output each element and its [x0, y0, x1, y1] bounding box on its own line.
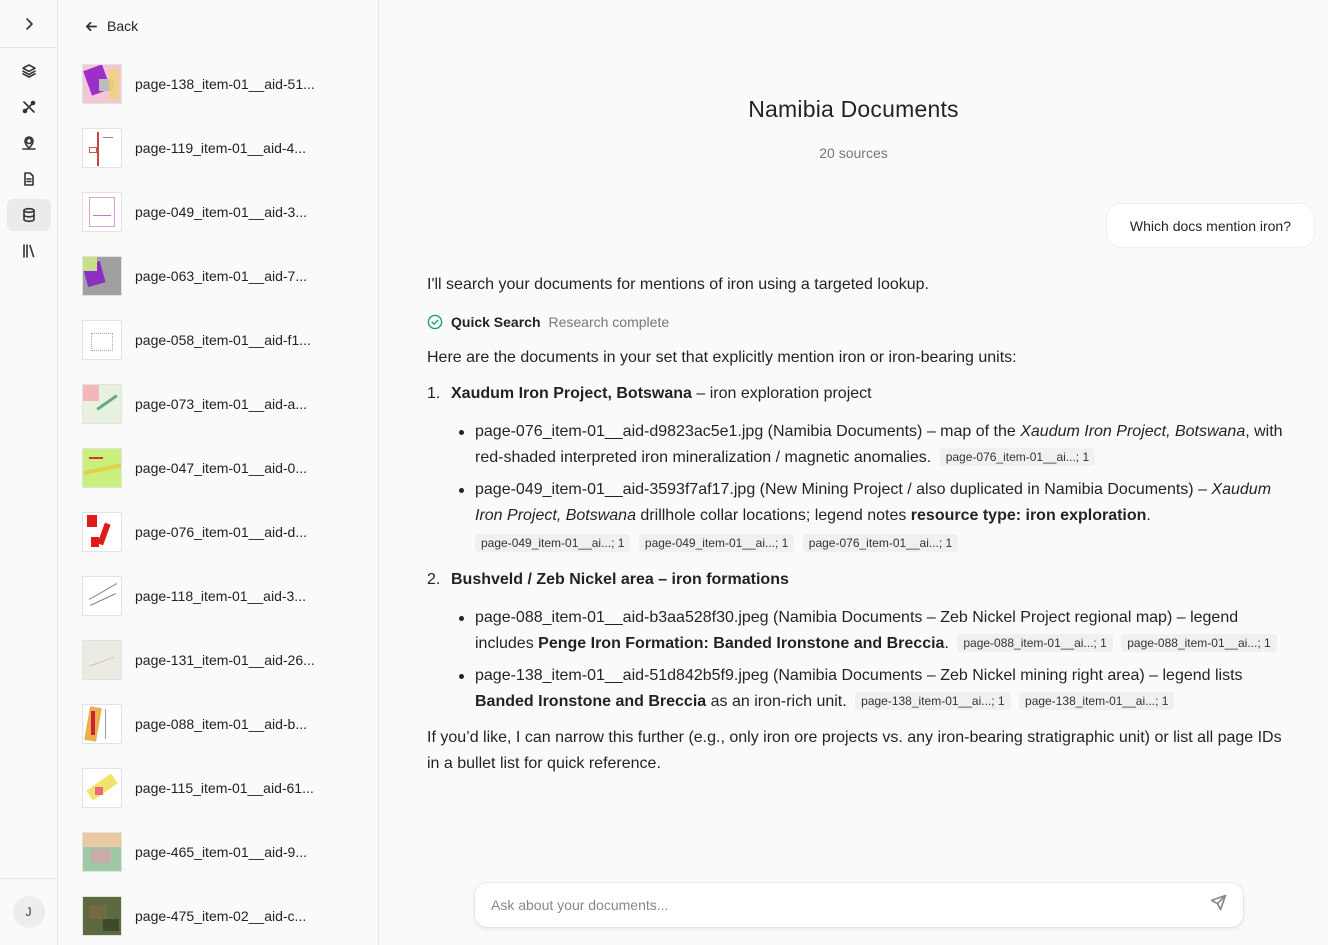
- result-text: .: [1146, 507, 1151, 524]
- group-number: 2.: [427, 571, 441, 588]
- document-name: page-465_item-01__aid-9...: [135, 844, 308, 860]
- document-name: page-088_item-01__aid-b...: [135, 716, 308, 732]
- result-strong: resource type: iron exploration: [910, 507, 1147, 524]
- document-name: page-475_item-02__aid-c...: [135, 908, 307, 924]
- result-emphasis: Xaudum Iron Project, Botswana: [475, 481, 1272, 524]
- result-group: [427, 567, 1295, 715]
- citation-chip[interactable]: page-088_item-01__ai...; 1: [1121, 634, 1276, 652]
- document-name: page-118_item-01__aid-3...: [135, 588, 306, 604]
- group-heading-rest: – iron exploration project: [691, 385, 872, 402]
- tool-status-text: Research complete: [548, 314, 670, 330]
- result-emphasis: Xaudum Iron Project, Botswana: [1020, 423, 1246, 440]
- layers-icon: [21, 63, 37, 79]
- chat-area: [379, 0, 1328, 945]
- citation-chip[interactable]: page-049_item-01__ai...; 1: [475, 534, 630, 552]
- user-message: Which docs mention iron?: [1107, 204, 1314, 247]
- document-list-item[interactable]: [82, 820, 378, 884]
- arrow-left-icon: [84, 19, 99, 34]
- citation-chip[interactable]: page-088_item-01__ai...; 1: [957, 634, 1112, 652]
- document-list-item[interactable]: [82, 308, 378, 372]
- document-name: page-049_item-01__aid-3...: [135, 204, 308, 220]
- document-name: page-047_item-01__aid-0...: [135, 460, 308, 476]
- nav-layers-button[interactable]: [7, 55, 51, 87]
- document-thumbnail: [82, 64, 122, 104]
- back-button[interactable]: [84, 14, 138, 38]
- result-text: as an iron-rich unit.: [706, 693, 847, 710]
- document-thumbnail: [82, 704, 122, 744]
- document-thumbnail: [82, 256, 122, 296]
- answer-closing: If you’d like, I can narrow this further (e.g., only iron ore projects vs. any iron-bearing stratigraphic unit) or list all page IDs in a bullet list for quick reference.: [427, 729, 1282, 772]
- library-icon: [21, 243, 37, 259]
- check-circle-icon: [427, 314, 443, 330]
- result-text: .: [944, 635, 949, 652]
- nav-library-button[interactable]: [7, 235, 51, 267]
- citation-chip[interactable]: page-076_item-01__ai...; 1: [803, 534, 958, 552]
- source-count: 20 sources: [819, 145, 888, 161]
- group-heading-title: Xaudum Iron Project, Botswana: [451, 385, 692, 402]
- result-text: , with red-shaded interpreted iron mineralization / magnetic anomalies.: [475, 423, 1283, 466]
- result-group: [427, 381, 1295, 557]
- citation-chip[interactable]: page-076_item-01__ai...; 1: [940, 448, 1095, 466]
- nav-map-button[interactable]: [7, 127, 51, 159]
- result-strong: Penge Iron Formation: Banded Ironstone and Breccia: [538, 635, 945, 652]
- send-icon: [1210, 894, 1227, 911]
- result-item: [451, 419, 1295, 471]
- tool-status[interactable]: [427, 311, 1295, 333]
- document-list-item[interactable]: [82, 628, 378, 692]
- result-text: page-076_item-01__aid-d9823ac5e1.jpg (Namibia Documents) – map of the: [475, 423, 1021, 440]
- document-thumbnail: [82, 832, 122, 872]
- document-thumbnail: [82, 448, 122, 488]
- document-thumbnail: [82, 320, 122, 360]
- document-thumbnail: [82, 576, 122, 616]
- chat-input[interactable]: [491, 897, 1210, 913]
- document-list-item[interactable]: [82, 756, 378, 820]
- document-thumbnail: [82, 768, 122, 808]
- document-list-item[interactable]: [82, 180, 378, 244]
- nav-rail: [0, 0, 58, 945]
- result-item: [451, 663, 1295, 715]
- document-name: page-063_item-01__aid-7...: [135, 268, 308, 284]
- group-heading-title: Bushveld / Zeb Nickel area – iron formations: [451, 571, 789, 588]
- document-list: [82, 52, 378, 945]
- document-thumbnail: [82, 512, 122, 552]
- document-icon: [21, 171, 37, 187]
- back-label: Back: [107, 18, 139, 34]
- document-list-item[interactable]: [82, 372, 378, 436]
- result-text: page-138_item-01__aid-51d842b5f9.jpeg (Namibia Documents – Zeb Nickel mining right area) – legend lists: [475, 667, 1243, 684]
- nav-tools-button[interactable]: [7, 91, 51, 123]
- result-item: [451, 605, 1295, 657]
- document-name: page-073_item-01__aid-a...: [135, 396, 308, 412]
- citation-row: [475, 531, 1295, 557]
- tools-icon: [21, 99, 37, 115]
- document-thumbnail: [82, 384, 122, 424]
- result-item: [451, 477, 1295, 557]
- nav-documents-button[interactable]: [7, 163, 51, 195]
- document-list-item[interactable]: [82, 244, 378, 308]
- document-name: page-076_item-01__aid-d...: [135, 524, 308, 540]
- documents-panel: [58, 0, 379, 945]
- result-text: drillhole collar locations; legend notes: [635, 507, 911, 524]
- tool-name: Quick Search: [451, 314, 541, 330]
- group-heading: [451, 381, 1295, 407]
- user-avatar[interactable]: J: [13, 896, 45, 928]
- send-button[interactable]: [1210, 894, 1227, 916]
- collection-title: Namibia Documents: [748, 96, 959, 122]
- document-list-item[interactable]: [82, 436, 378, 500]
- citation-chip[interactable]: page-138_item-01__ai...; 1: [855, 692, 1010, 710]
- document-list-item[interactable]: [82, 116, 378, 180]
- answer-lead: Here are the documents in your set that explicitly mention iron or iron-bearing units:: [427, 349, 1017, 366]
- document-list-item[interactable]: [82, 500, 378, 564]
- document-name: page-138_item-01__aid-51...: [135, 76, 315, 92]
- answer-intro: I'll search your documents for mentions of iron using a targeted lookup.: [427, 276, 929, 293]
- nav-database-button[interactable]: [7, 199, 51, 231]
- map-pin-icon: [21, 135, 37, 151]
- document-list-item[interactable]: [82, 52, 378, 116]
- result-text: page-049_item-01__aid-3593f7af17.jpg (New Mining Project / also duplicated in Namibia Documents) –: [475, 481, 1212, 498]
- result-text: page-088_item-01__aid-b3aa528f30.jpeg (Namibia Documents – Zeb Nickel Project regional map) – legend includes: [475, 609, 1239, 652]
- document-name: page-119_item-01__aid-4...: [135, 140, 306, 156]
- document-name: page-131_item-01__aid-26...: [135, 652, 315, 668]
- chat-input-bar: [475, 883, 1243, 927]
- citation-chip[interactable]: page-049_item-01__ai...; 1: [639, 534, 794, 552]
- result-strong: Banded Ironstone and Breccia: [475, 693, 707, 710]
- document-thumbnail: [82, 640, 122, 680]
- document-list-item[interactable]: [82, 884, 378, 945]
- group-number: 1.: [427, 385, 441, 402]
- document-list-item[interactable]: [82, 564, 378, 628]
- database-icon: [21, 207, 37, 223]
- chevron-right-icon: [21, 16, 37, 32]
- document-list-item[interactable]: [82, 692, 378, 756]
- assistant-answer: [427, 272, 1295, 777]
- document-name: page-115_item-01__aid-61...: [135, 780, 314, 796]
- document-thumbnail: [82, 896, 122, 936]
- results-list: [427, 381, 1295, 715]
- document-thumbnail: [82, 192, 122, 232]
- document-name: page-058_item-01__aid-f1...: [135, 332, 311, 348]
- citation-chip[interactable]: page-138_item-01__ai...; 1: [1019, 692, 1174, 710]
- expand-rail-button[interactable]: [0, 0, 57, 48]
- group-heading: [451, 567, 1295, 593]
- document-thumbnail: [82, 128, 122, 168]
